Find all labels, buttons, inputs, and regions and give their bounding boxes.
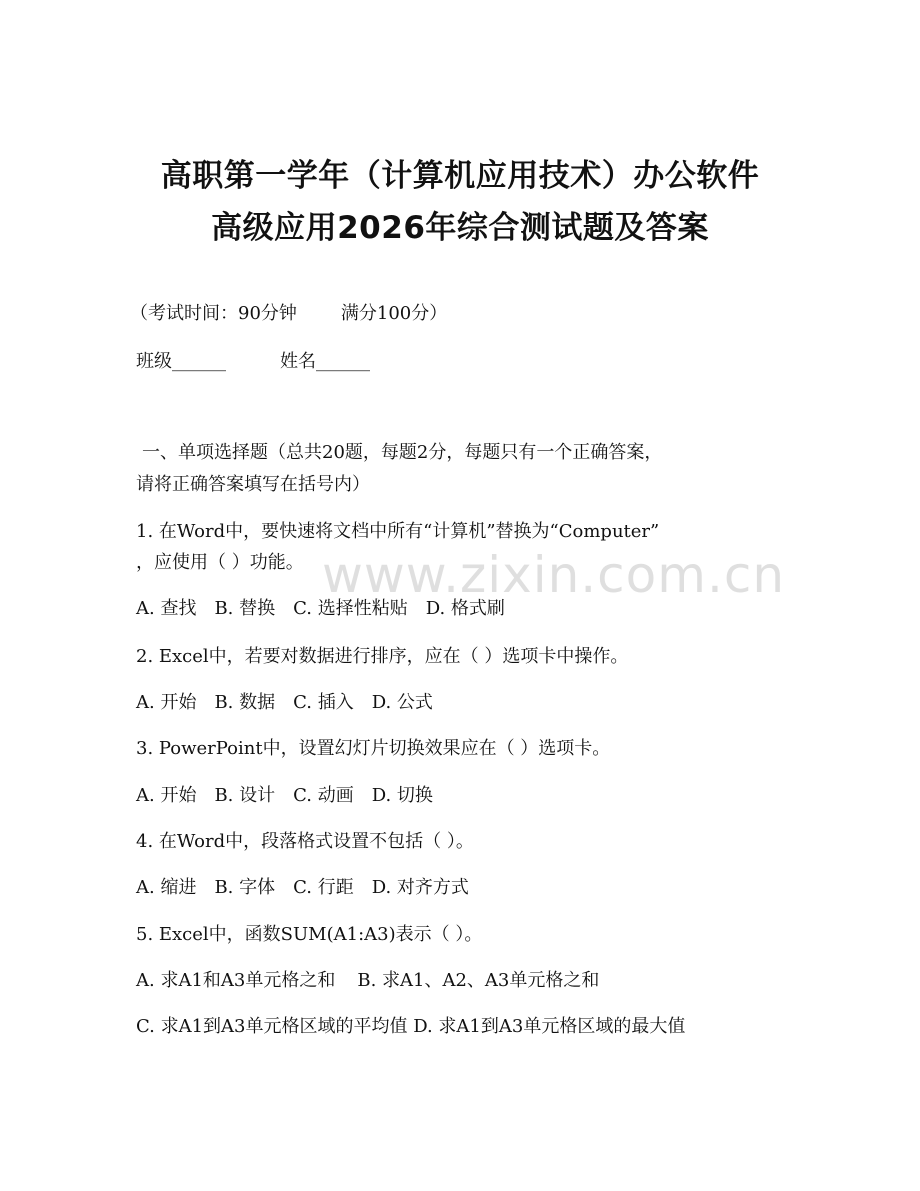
question-5-options-row-1 bbox=[136, 969, 617, 993]
option-b: B. 求A1、A2、A3单元格之和 bbox=[357, 970, 600, 991]
question-1-line-2: ，应使用（ ）功能。 bbox=[136, 552, 304, 573]
option-d: D. 切换 bbox=[371, 785, 433, 806]
option-c: C. 行距 bbox=[293, 877, 354, 898]
option-a: A. 求A1和A3单元格之和 bbox=[136, 970, 336, 991]
student-fields bbox=[136, 350, 370, 374]
name-field: 姓名______ bbox=[280, 351, 370, 372]
option-a: A. 缩进 bbox=[136, 877, 197, 898]
option-a: A. 开始 bbox=[136, 692, 197, 713]
question-1-line-1: 1. 在Word中，要快速将文档中所有“计算机”替换为“Computer” bbox=[136, 521, 660, 542]
option-b: B. 设计 bbox=[214, 785, 276, 806]
question-5: 5. Excel中，函数SUM(A1:A3)表示（ ）。 bbox=[136, 924, 483, 945]
question-3-options bbox=[136, 784, 451, 808]
option-d: D. 格式刷 bbox=[425, 598, 505, 619]
option-b: B. 替换 bbox=[214, 598, 276, 619]
question-2: 2. Excel中，若要对数据进行排序，应在（ ）选项卡中操作。 bbox=[136, 646, 629, 667]
class-field: 班级______ bbox=[136, 351, 226, 372]
option-b: B. 数据 bbox=[214, 692, 276, 713]
option-a: A. 开始 bbox=[136, 785, 197, 806]
document-title-line-2: 高级应用2026年综合测试题及答案 bbox=[211, 210, 709, 246]
question-2-options bbox=[136, 691, 451, 715]
question-5-options-row-2: C. 求A1到A3单元格区域的平均值 D. 求A1到A3单元格区域的最大值 bbox=[136, 1016, 686, 1037]
option-b: B. 字体 bbox=[214, 877, 276, 898]
question-1-options bbox=[136, 597, 523, 621]
option-c: C. 插入 bbox=[293, 692, 354, 713]
exam-info bbox=[130, 302, 447, 326]
question-4: 4. 在Word中，段落格式设置不包括（ ）。 bbox=[136, 831, 474, 852]
option-d: D. 公式 bbox=[371, 692, 433, 713]
exam-score: 满分100分） bbox=[340, 303, 448, 324]
option-c: C. 选择性粘贴 bbox=[293, 598, 408, 619]
option-c: C. 动画 bbox=[293, 785, 354, 806]
section-header-line-1: 一、单项选择题（总共20题，每题2分，每题只有一个正确答案， bbox=[142, 442, 663, 463]
section-header-line-2: 请将正确答案填写在括号内） bbox=[136, 474, 370, 495]
document-title-line-1: 高职第一学年（计算机应用技术）办公软件 bbox=[160, 158, 760, 194]
question-3: 3. PowerPoint中，设置幻灯片切换效果应在（ ）选项卡。 bbox=[136, 738, 611, 759]
watermark: www.zixin.com.cn bbox=[322, 546, 786, 604]
option-d: D. 对齐方式 bbox=[371, 877, 469, 898]
option-a: A. 查找 bbox=[136, 598, 197, 619]
question-4-options bbox=[136, 876, 487, 900]
exam-time: （考试时间：90分钟 bbox=[130, 303, 297, 324]
